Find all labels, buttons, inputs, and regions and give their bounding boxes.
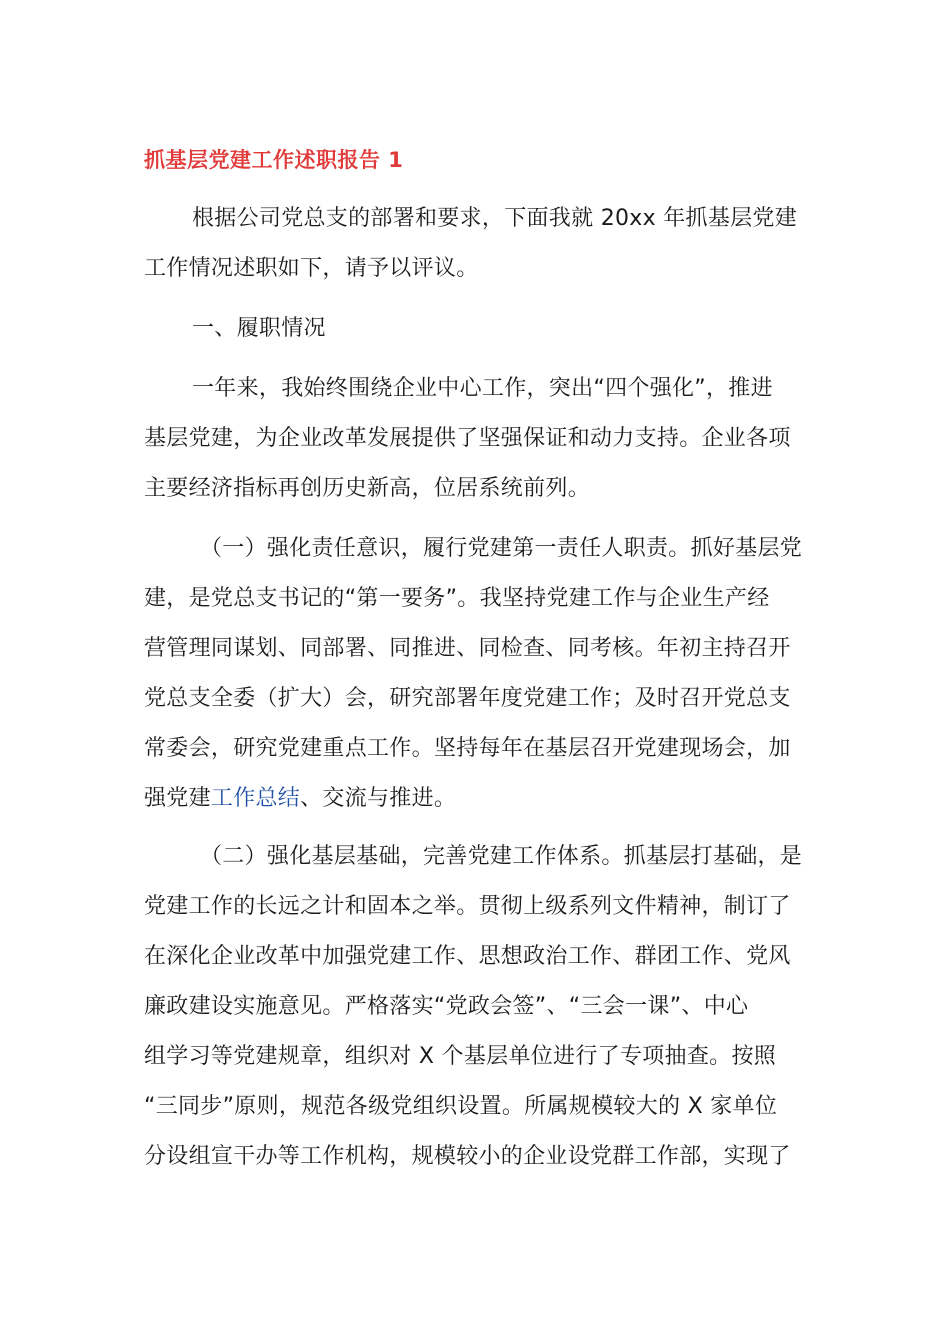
paragraph-line: 党总支全委（扩大）会，研究部署年度党建工作；及时召开党总支 <box>144 686 791 711</box>
paragraph-line: （一）强化责任意识，履行党建第一责任人职责。抓好基层党 <box>200 536 803 561</box>
paragraph-line: 党建工作的长远之计和固本之举。贯彻上级系列文件精神，制订了 <box>144 894 791 919</box>
paragraph-line: 主要经济指标再创历史新高，位居系统前列。 <box>144 476 591 501</box>
section-heading: 一、履职情况 <box>192 316 326 341</box>
paragraph-line <box>144 784 456 814</box>
paragraph-line: 常委会，研究党建重点工作。坚持每年在基层召开党建现场会，加 <box>144 736 791 761</box>
paragraph-line: 廉政建设实施意见。严格落实“党政会签”、“三会一课”、中心 <box>144 994 749 1019</box>
paragraph-line: 在深化企业改革中加强党建工作、思想政治工作、群团工作、党风 <box>144 944 791 969</box>
paragraph-line: 工作情况述职如下，请予以评议。 <box>144 256 479 281</box>
work-summary-link[interactable]: 工作总结 <box>210 786 301 811</box>
paragraph-line: 根据公司党总支的部署和要求，下面我就 20xx 年抓基层党建 <box>192 206 798 231</box>
paragraph-line: 建，是党总支书记的“第一要务”。我坚持党建工作与企业生产经 <box>144 586 770 611</box>
paragraph-line: 分设组宣干办等工作机构，规模较小的企业设党群工作部，实现了 <box>144 1144 791 1169</box>
paragraph-line: “三同步”原则，规范各级党组织设置。所属规模较大的 X 家单位 <box>144 1094 778 1119</box>
paragraph-text: 、交流与推进。 <box>300 786 457 811</box>
paragraph-line: 基层党建，为企业改革发展提供了坚强保证和动力支持。企业各项 <box>144 426 791 451</box>
document-title: 抓基层党建工作述职报告 1 <box>144 148 404 172</box>
paragraph-line: （二）强化基层基础，完善党建工作体系。抓基层打基础，是 <box>200 844 803 869</box>
paragraph-line: 组学习等党建规章，组织对 X 个基层单位进行了专项抽查。按照 <box>144 1044 777 1069</box>
paragraph-text: 强党建 <box>144 786 211 811</box>
paragraph-line: 一年来，我始终围绕企业中心工作，突出“四个强化”，推进 <box>192 376 773 401</box>
paragraph-line: 营管理同谋划、同部署、同推进、同检查、同考核。年初主持召开 <box>144 636 791 661</box>
